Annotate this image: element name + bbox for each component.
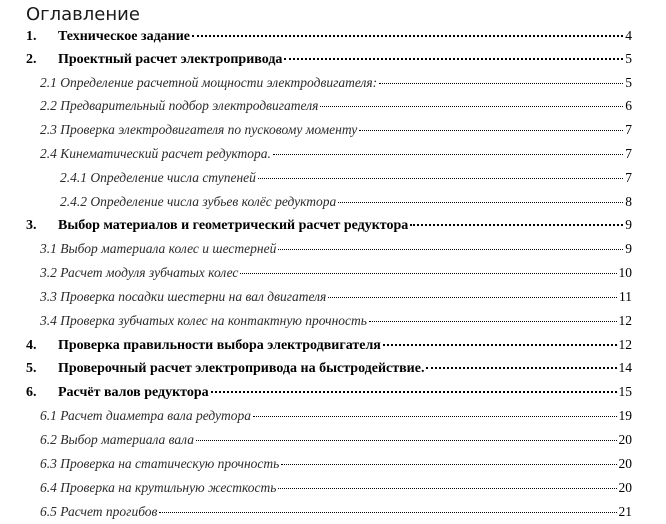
toc-entry-2-2[interactable] bbox=[40, 98, 632, 114]
toc-entry-page: 5 bbox=[625, 51, 632, 66]
toc-entry-title: 3.4 Проверка зубчатых колес на контактную прочность bbox=[40, 313, 367, 328]
toc-entry-page: 5 bbox=[625, 75, 632, 90]
toc-entry-page: 7 bbox=[625, 146, 632, 161]
toc-entry-3-3[interactable] bbox=[40, 289, 632, 305]
toc-entry-page: 9 bbox=[625, 241, 632, 256]
toc-entry-4[interactable] bbox=[26, 337, 632, 354]
toc-entry-title: 2.3 Проверка электродвигателя по пусковому моменту bbox=[40, 122, 358, 137]
dot-leader bbox=[240, 273, 616, 274]
toc-entry-page: 12 bbox=[618, 313, 632, 328]
dot-leader bbox=[159, 512, 616, 513]
dot-leader bbox=[273, 154, 623, 155]
toc-entry-title: Проектный расчет электропривода bbox=[58, 52, 283, 67]
toc-entry-6-5[interactable] bbox=[40, 504, 632, 520]
toc-entry-page: 21 bbox=[618, 504, 632, 519]
toc-entry-page: 7 bbox=[625, 170, 632, 185]
toc-entry-page: 20 bbox=[618, 480, 632, 495]
toc-entry-title: 2.1 Определение расчетной мощности электродвигателя: bbox=[40, 75, 378, 90]
toc-entry-page: 9 bbox=[625, 217, 632, 232]
dot-leader bbox=[359, 130, 623, 131]
toc-entry-2-4-2[interactable] bbox=[60, 194, 632, 210]
toc-entry-2[interactable] bbox=[26, 51, 632, 68]
toc-entry-number: 2. bbox=[26, 52, 37, 67]
toc-entry-2-1[interactable] bbox=[40, 75, 632, 91]
toc-entry-6-2[interactable] bbox=[40, 432, 632, 448]
dot-leader bbox=[383, 344, 617, 346]
toc-entry-6-4[interactable] bbox=[40, 480, 632, 496]
toc-entry-page: 20 bbox=[618, 456, 632, 471]
toc-entry-page: 10 bbox=[618, 265, 632, 280]
dot-leader bbox=[320, 106, 623, 107]
toc-entry-title: 2.2 Предварительный подбор электродвигателя bbox=[40, 98, 319, 113]
toc-entry-title: 6.3 Проверка на статическую прочность bbox=[40, 456, 280, 471]
toc-entry-page: 14 bbox=[618, 360, 632, 375]
toc-entry-title: 3.2 Расчет модуля зубчатых колес bbox=[40, 265, 239, 280]
dot-leader bbox=[211, 391, 617, 393]
toc-entry-title: 2.4.2 Определение числа зубьев колёс редуктора bbox=[60, 194, 337, 209]
toc-heading: Оглавление bbox=[26, 4, 140, 25]
dot-leader bbox=[426, 367, 616, 369]
toc-entry-page: 12 bbox=[618, 337, 632, 352]
toc-entry-2-4-1[interactable] bbox=[60, 170, 632, 186]
dot-leader bbox=[338, 202, 623, 203]
toc-entry-title: 3.3 Проверка посадки шестерни на вал двигателя bbox=[40, 289, 327, 304]
dot-leader bbox=[369, 321, 617, 322]
toc-entry-page: 7 bbox=[625, 122, 632, 137]
toc-entry-title: 2.4.1 Определение числа ступеней bbox=[60, 170, 256, 185]
dot-leader bbox=[196, 440, 617, 441]
toc-entry-page: 15 bbox=[618, 384, 632, 399]
toc-entry-title: 6.5 Расчет прогибов bbox=[40, 504, 158, 519]
dot-leader bbox=[379, 83, 623, 84]
toc-entry-number: 5. bbox=[26, 361, 37, 376]
toc-entry-6[interactable] bbox=[26, 384, 632, 401]
dot-leader bbox=[278, 249, 623, 250]
toc-entry-page: 19 bbox=[618, 408, 632, 423]
toc-entry-title: Проверка правильности выбора электродвигателя bbox=[58, 338, 381, 353]
toc-entry-title: Расчёт валов редуктора bbox=[58, 385, 209, 400]
toc-entry-2-3[interactable] bbox=[40, 122, 632, 138]
toc-entry-3-4[interactable] bbox=[40, 313, 632, 329]
toc-entry-page: 4 bbox=[625, 28, 632, 43]
toc-entry-page: 8 bbox=[625, 194, 632, 209]
toc-entry-page: 20 bbox=[618, 432, 632, 447]
toc-entry-title: 3.1 Выбор материала колес и шестерней bbox=[40, 241, 277, 256]
toc-entry-title: 6.4 Проверка на крутильную жесткость bbox=[40, 480, 277, 495]
toc-entry-number: 1. bbox=[26, 29, 37, 44]
toc-entry-6-1[interactable] bbox=[40, 408, 632, 424]
toc-entry-page: 11 bbox=[619, 289, 632, 304]
toc-entry-title: 6.1 Расчет диаметра вала редутора bbox=[40, 408, 252, 423]
toc-entry-title: Выбор материалов и геометрический расчет редуктора bbox=[58, 218, 409, 233]
toc-entry-5[interactable] bbox=[26, 360, 632, 377]
toc-entry-1[interactable] bbox=[26, 28, 632, 45]
toc-entry-3[interactable] bbox=[26, 217, 632, 234]
dot-leader bbox=[253, 416, 616, 417]
toc-entry-title: Проверочный расчет электропривода на быстродействие. bbox=[58, 361, 425, 376]
toc-entry-page: 6 bbox=[625, 98, 632, 113]
dot-leader bbox=[328, 297, 617, 298]
toc-entry-6-3[interactable] bbox=[40, 456, 632, 472]
toc-entry-title: 2.4 Кинематический расчет редуктора. bbox=[40, 146, 271, 161]
dot-leader bbox=[410, 224, 623, 226]
dot-leader bbox=[278, 488, 616, 489]
toc-entry-2-4[interactable] bbox=[40, 146, 632, 162]
toc-entry-3-1[interactable] bbox=[40, 241, 632, 257]
dot-leader bbox=[192, 35, 623, 37]
toc-entry-number: 3. bbox=[26, 218, 37, 233]
dot-leader bbox=[281, 464, 616, 465]
toc-entry-number: 4. bbox=[26, 338, 37, 353]
toc-entry-3-2[interactable] bbox=[40, 265, 632, 281]
dot-leader bbox=[284, 58, 623, 60]
toc-entry-number: 6. bbox=[26, 385, 37, 400]
toc-entry-title: Техническое задание bbox=[58, 29, 191, 44]
dot-leader bbox=[258, 178, 623, 179]
toc-entry-title: 6.2 Выбор материала вала bbox=[40, 432, 194, 447]
